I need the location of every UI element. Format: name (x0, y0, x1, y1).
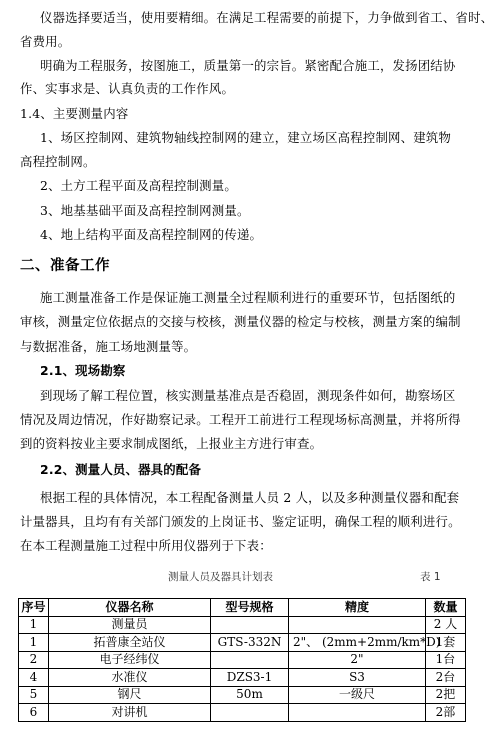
list-item: 4、地上结构平面及高程控制网的传递。 (40, 227, 263, 242)
paragraph-line: 审核，测量定位依据点的交接与校核，测量仪器的检定与校核，测量方案的编制 (20, 314, 461, 329)
subsection-heading-2-1: 2.1、现场勘察 (40, 363, 126, 378)
table-cell: 2把 (426, 686, 466, 704)
table-cell: 1台 (426, 651, 466, 669)
table-cell: 5 (19, 686, 49, 704)
table-cell: S3 (289, 669, 426, 687)
table-cell: DZS3-1 (211, 669, 289, 687)
table-cell: 2 (19, 651, 49, 669)
table-row (19, 686, 466, 704)
column-header: 型号规格 (211, 599, 289, 617)
table-header-row (19, 599, 466, 617)
table-cell (211, 616, 289, 634)
table-row (19, 704, 466, 722)
paragraph-line: 根据工程的具体情况，本工程配备测量人员 2 人，以及多种测量仪器和配套 (40, 490, 460, 505)
paragraph-line: 与数据准备，施工场地测量等。 (20, 339, 197, 354)
column-header: 序号 (19, 599, 49, 617)
list-item: 高程控制网。 (20, 154, 96, 169)
table-row (19, 616, 466, 634)
table-cell (289, 704, 426, 722)
table-cell (211, 704, 289, 722)
table-row (19, 651, 466, 669)
table-cell: 1 (19, 616, 49, 634)
paragraph-line: 仪器选择要适当，使用要精细。在满足工程需要的前提下，力争做到省工、省时、 (40, 10, 494, 25)
table-cell: 钢尺 (49, 686, 211, 704)
table-caption: 测量人员及器具计划表 (168, 571, 273, 583)
column-header: 精度 (289, 599, 426, 617)
column-header: 数量 (426, 599, 466, 617)
table-cell: 2 人 (426, 616, 466, 634)
table-cell: 测量员 (49, 616, 211, 634)
table-cell: 2" (289, 651, 426, 669)
table-cell: 电子经纬仪 (49, 651, 211, 669)
table-row (19, 669, 466, 687)
table-cell: 1 (19, 634, 49, 652)
table-cell (289, 616, 426, 634)
table-cell: 2"、 (2mm+2mm/km*D) (289, 634, 426, 652)
paragraph-line: 施工测量准备工作是保证施工测量全过程顺利进行的重要环节，包括图纸的 (40, 290, 456, 305)
table-cell: 对讲机 (49, 704, 211, 722)
table-cell: 1套 (426, 634, 466, 652)
table-cell (211, 651, 289, 669)
paragraph-line: 省费用。 (20, 34, 71, 49)
table-cell: 2部 (426, 704, 466, 722)
list-item: 1、场区控制网、建筑物轴线控制网的建立，建立场区高程控制网、建筑物 (40, 130, 451, 145)
paragraph-line: 作、实事求是、认真负责的工作作风。 (20, 81, 235, 96)
section-heading-1-4: 1.4、主要测量内容 (20, 106, 129, 121)
table-cell: 水准仪 (49, 669, 211, 687)
table-number: 表 1 (420, 571, 441, 583)
table-cell: 2台 (426, 669, 466, 687)
paragraph-line: 情况及周边情况，作好勘察记录。工程开工前进行工程现场标高测量，并将所得 (20, 412, 461, 427)
equipment-table (18, 598, 466, 722)
table-cell: GTS-332N (211, 634, 289, 652)
table-row (19, 634, 466, 652)
column-header: 仪器名称 (49, 599, 211, 617)
table-cell: 4 (19, 669, 49, 687)
table-cell: 拓普康全站仪 (49, 634, 211, 652)
paragraph-line: 到现场了解工程位置，核实测量基准点是否稳固，测现条件如何，勘察场区 (40, 388, 456, 403)
paragraph-line: 到的资料按业主要求制成图纸，上报业主方进行审查。 (20, 436, 323, 451)
table-cell: 50m (211, 686, 289, 704)
table-cell: 6 (19, 704, 49, 722)
list-item: 2、土方工程平面及高程控制测量。 (40, 178, 237, 193)
paragraph-line: 明确为工程服务，按图施工，质量第一的宗旨。紧密配合施工，发扬团结协 (40, 58, 456, 73)
paragraph-line: 在本工程测量施工过程中所用仪器列于下表： (20, 538, 272, 553)
subsection-heading-2-2: 2.2、测量人员、器具的配备 (40, 462, 202, 477)
paragraph-line: 计量器具，且均有有关部门颁发的上岗证书、鉴定证明，确保工程的顺利进行。 (20, 514, 461, 529)
chapter-heading: 二、准备工作 (20, 258, 110, 274)
table-cell: 一级尺 (289, 686, 426, 704)
list-item: 3、地基基础平面及高程控制网测量。 (40, 203, 250, 218)
